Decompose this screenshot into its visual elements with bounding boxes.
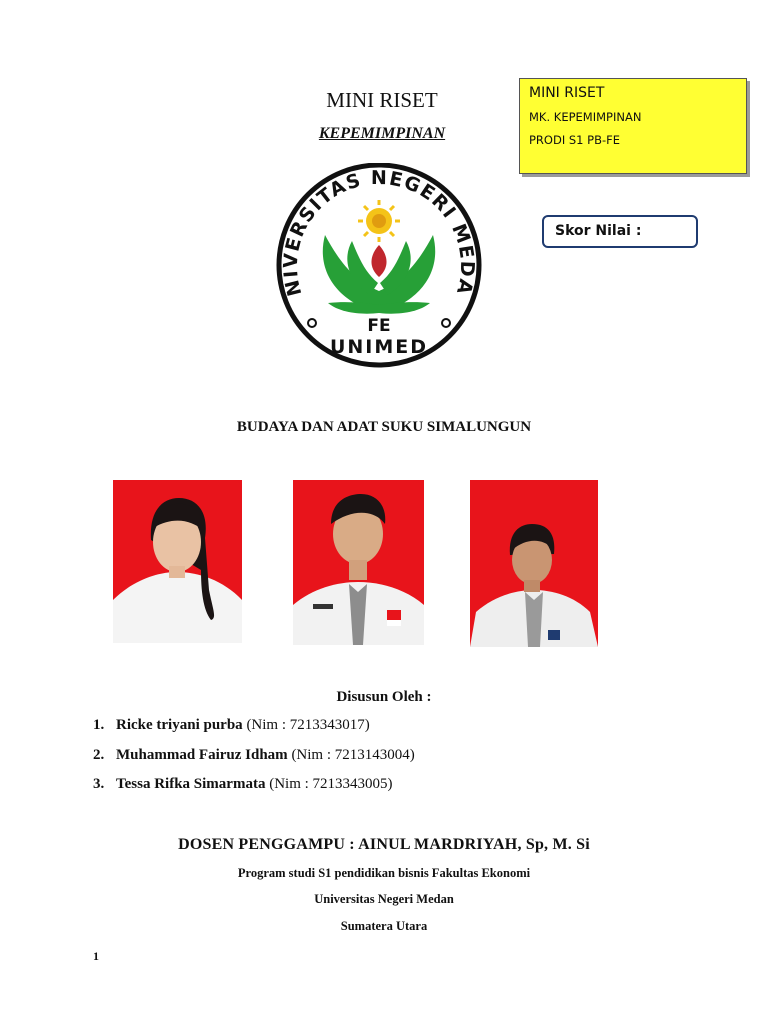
author-name: Ricke triyani purba [116,717,243,733]
cover-subtitle: KEPEMIMPINAN [318,125,446,142]
info-box-line-2: MK. KEPEMIMPINAN [529,110,642,124]
photo-ricke [113,480,242,643]
score-label: Skor Nilai : [555,223,642,239]
logo-short-name: UNIMED [329,336,429,358]
list-item [93,776,415,806]
lecturer-line: DOSEN PENGGAMPU : AINUL MARDRIYAH, Sp, M. Si [178,836,590,853]
photo-tessa [470,480,598,647]
document-title: BUDAYA DAN ADAT SUKU SIMALUNGUN [236,419,532,435]
university-line: Universitas Negeri Medan [314,892,454,906]
unimed-logo [270,163,488,368]
program-line: Program studi S1 pendidikan bisnis Fakultas Ekonomi [237,866,531,880]
logo-faculty: FE [367,316,391,336]
author-number: 3. [93,776,105,792]
photo-fairuz [293,480,424,645]
cover-title: MINI RISET [326,88,438,112]
info-box-line-1: MINI RISET [529,85,605,101]
authors-list [93,717,415,806]
unimed-seal-icon [270,163,488,368]
author-number: 2. [93,746,105,763]
region-line: Sumatera Utara [340,919,428,933]
author-nim: (Nim : 7213343017) [246,717,370,733]
author-nim: (Nim : 7213143004) [291,746,415,763]
author-number: 1. [93,717,105,733]
page-number: 1 [93,949,99,963]
author-nim: (Nim : 7213343005) [269,776,393,792]
score-box [542,215,698,248]
author-name: Tessa Rifka Simarmata [116,776,266,792]
list-item [93,747,415,777]
authors-heading: Disusun Oleh : [336,689,432,705]
list-item [93,717,415,747]
info-box-line-3: PRODI S1 PB-FE [529,133,621,147]
author-name: Muhammad Fairuz Idham [116,746,288,763]
logo-ring-text: NIVERSITAS NEGERI MEDA [279,166,479,299]
course-info-box [519,78,747,174]
